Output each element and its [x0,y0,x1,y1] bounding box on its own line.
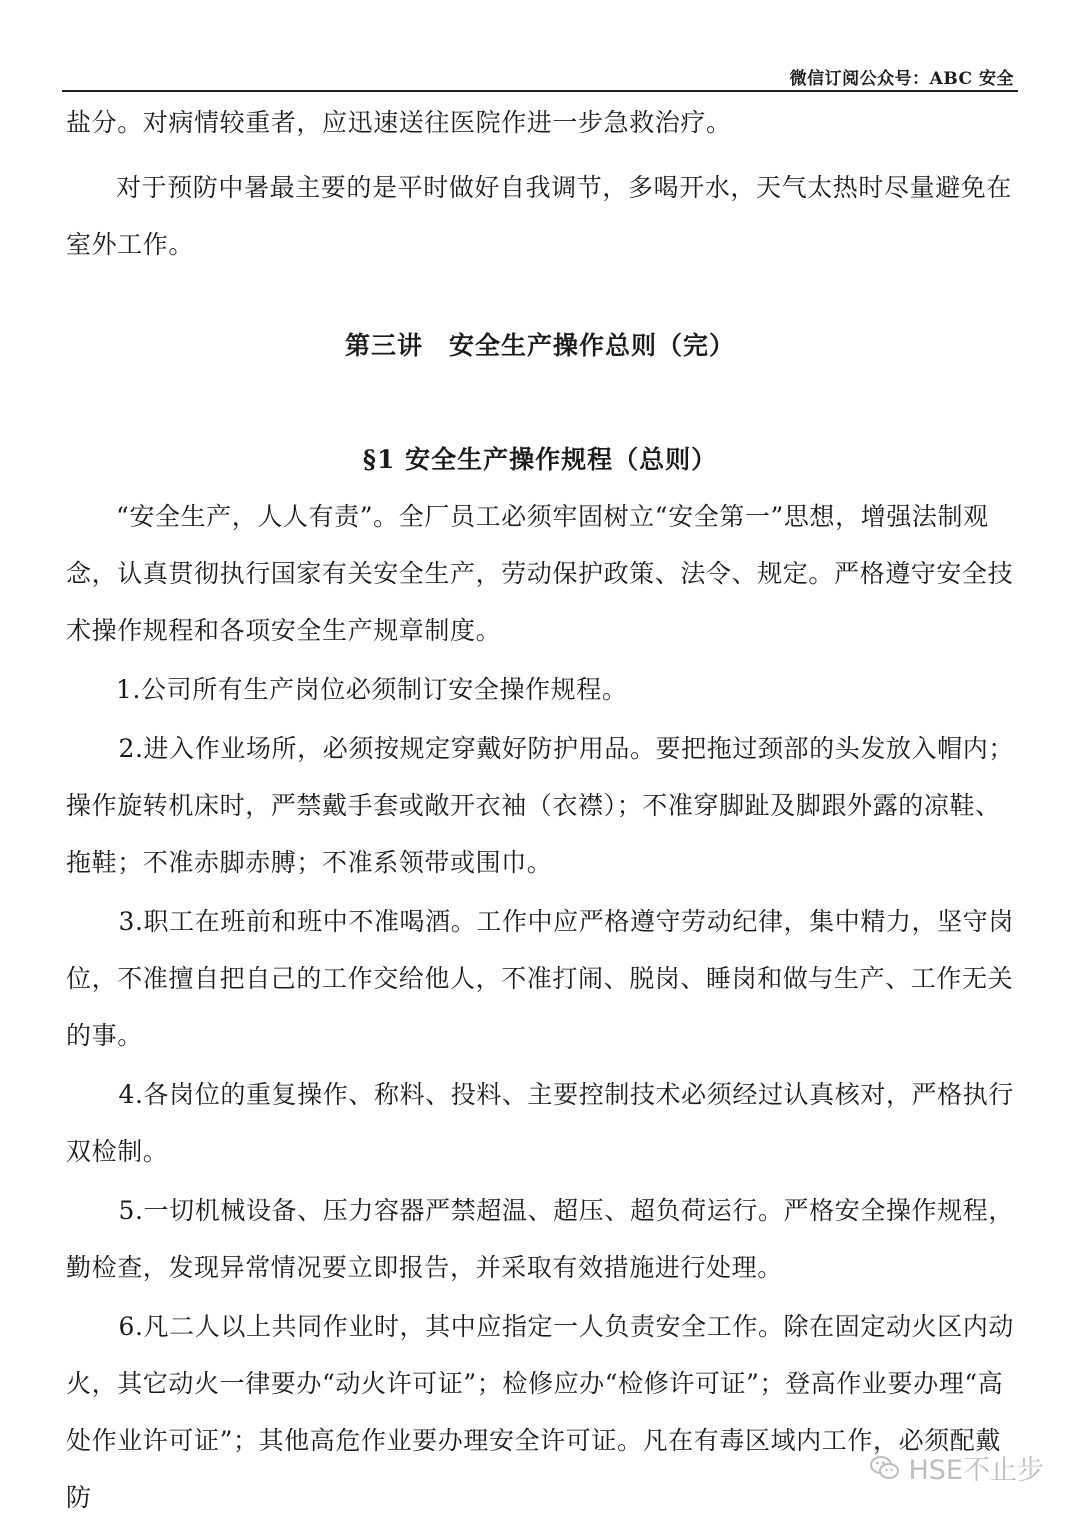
paragraph: 对于预防中暑最主要的是平时做好自我调节，多喝开水，天气太热时尽量避免在室外工作。 [66,173,1013,259]
header-text: 微信订阅公众号：ABC 安全 [789,69,1014,89]
wechat-icon [870,1455,900,1481]
rule-item: 6.凡二人以上共同作业时，其中应指定一人负责安全工作。除在固定动火区内动火，其它动火一律要办“动火许可证”；检修应办“检修许可证”；登高作业要办理“高处作业许可证”；其他高危作业要办理安全许可证。凡在有毒区域内工作，必须配戴防 [66,1312,1014,1512]
top-section [66,94,1016,273]
rule-item: 4.各岗位的重复操作、称料、投料、主要控制技术必须经过认真核对，严格执行双检制。 [66,1080,1014,1166]
rule-item: 3.职工在班前和班中不准喝酒。工作中应严格遵守劳动纪律，集中精力，坚守岗位，不准擅自把自己的工作交给他人，不准打闹、脱岗、睡岗和做与生产、工作无关的事。 [66,907,1014,1050]
rule-item: 2.进入作业场所，必须按规定穿戴好防护用品。要把拖过颈部的头发放入帽内；操作旋转机床时，严禁戴手套或敞开衣袖（衣襟）；不准穿脚趾及脚跟外露的凉鞋、拖鞋；不准赤脚赤膊；不准系领带或围巾。 [66,734,1014,877]
rule-item: 1.公司所有生产岗位必须制订安全操作规程。 [116,675,628,704]
lecture-title: 第三讲 安全生产操作总则（完） [344,331,735,360]
page-header [62,60,1018,92]
rule-item: 5.一切机械设备、压力容器严禁超温、超压、超负荷运行。严格安全操作规程，勤检查，发现异常情况要立即报告，并采取有效措施进行处理。 [66,1196,1014,1282]
watermark-text: HSE不止步 [908,1455,1044,1486]
main-section [66,488,1016,1526]
watermark [870,1448,1044,1487]
section-title: §1 安全生产操作规程（总则） [362,445,718,474]
paragraph: 盐分。对病情较重者，应迅速送往医院作进一步急救治疗。 [66,108,732,137]
intro-paragraph: “安全生产，人人有责”。全厂员工必须牢固树立“安全第一”思想，增强法制观念，认真贯彻执行国家有关安全生产，劳动保护政策、法令、规定。严格遵守安全技术操作规程和各项安全生产规章制度。 [66,502,1014,645]
